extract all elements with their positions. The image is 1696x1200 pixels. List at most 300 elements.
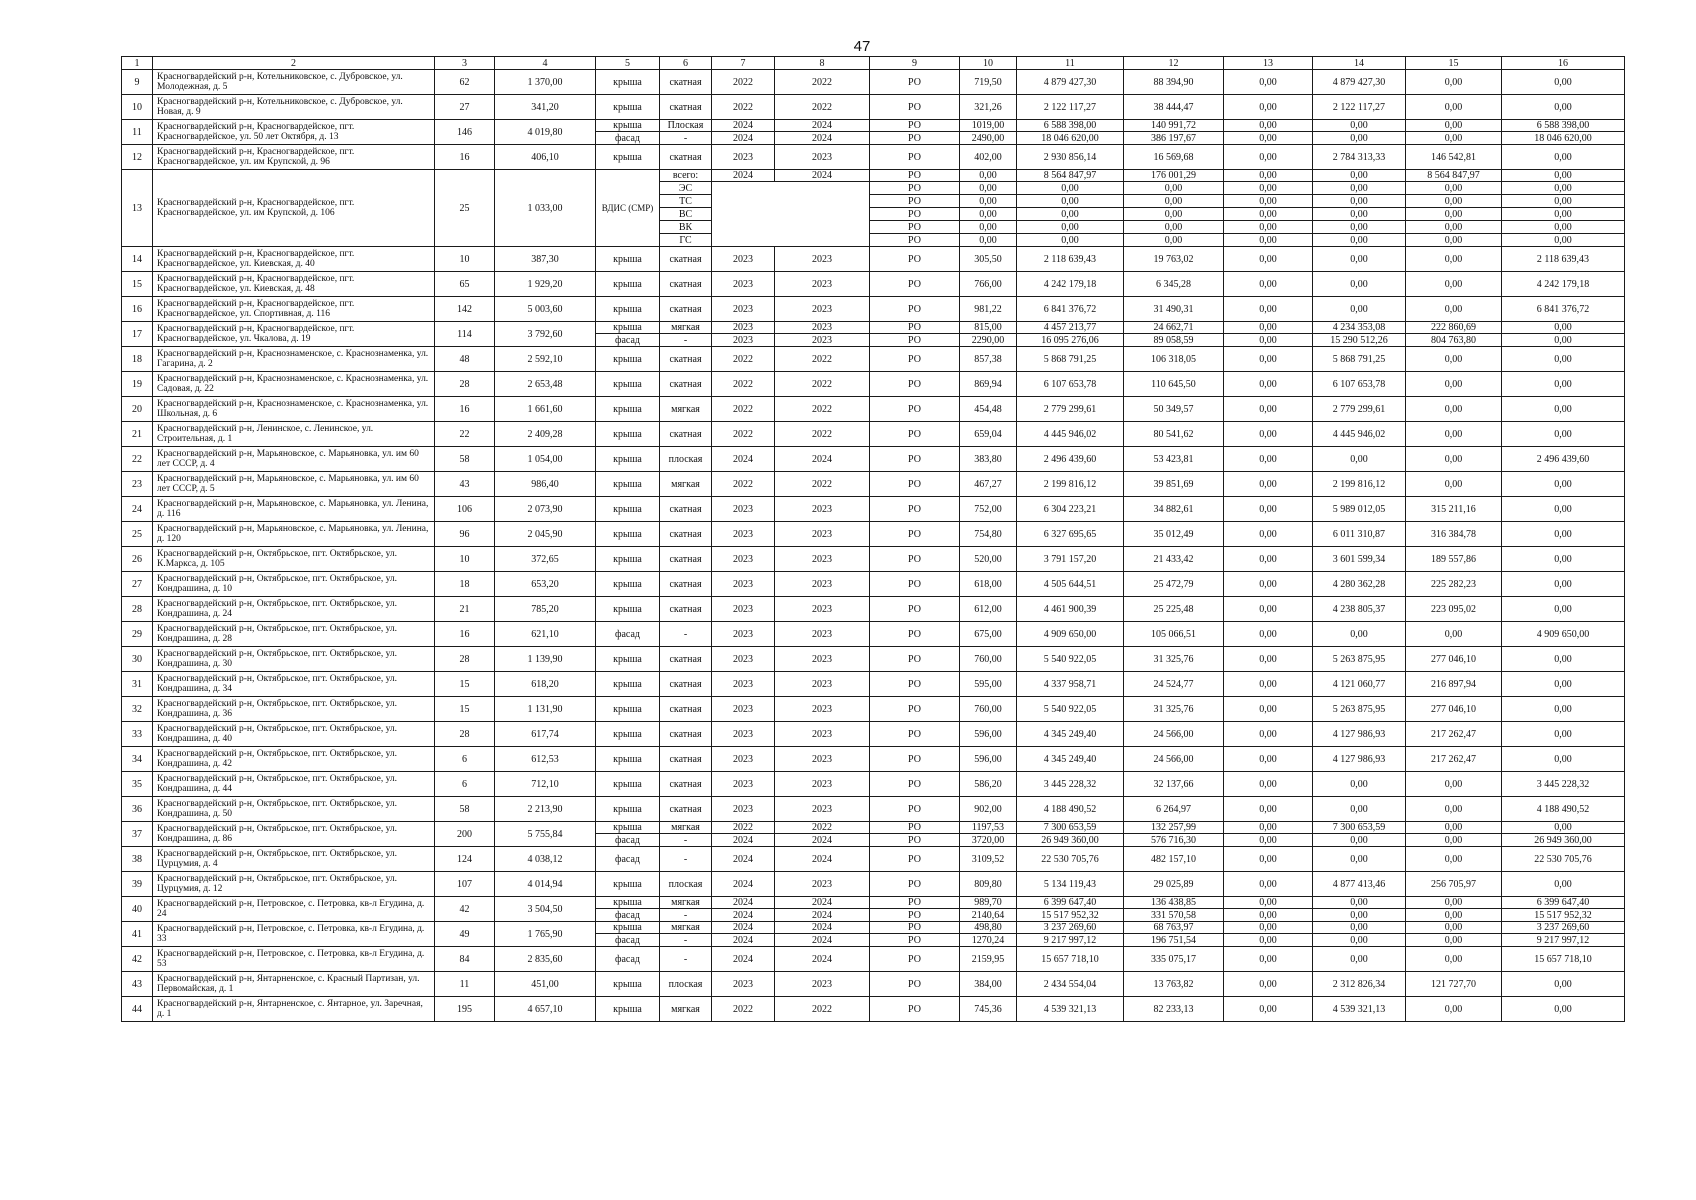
area-cell: 766,00 — [960, 272, 1017, 297]
address-cell: Красногвардейский р-н, Котельниковское, с. Дубровское, ул. Молодежная, д. 5 — [153, 70, 435, 95]
apartments-cell: 200 — [435, 822, 495, 847]
fund-cell: 0,00 — [1502, 397, 1625, 422]
fund-cell: 0,00 — [1224, 909, 1313, 922]
year-cell: 2022 — [712, 372, 775, 397]
work-type-cell: крыша — [596, 722, 660, 747]
year-cell: 2023 — [775, 972, 870, 997]
area-total-cell: 4 014,94 — [495, 872, 596, 897]
year-cell: 2022 — [775, 397, 870, 422]
fund-cell: 0,00 — [1502, 672, 1625, 697]
area-cell: 520,00 — [960, 547, 1017, 572]
row-number: 42 — [122, 947, 153, 972]
row-number: 37 — [122, 822, 153, 847]
area-cell: 384,00 — [960, 972, 1017, 997]
fund-cell: 0,00 — [1224, 672, 1313, 697]
table-row — [122, 697, 1625, 722]
area-total-cell: 372,65 — [495, 547, 596, 572]
fund-cell: 0,00 — [1224, 997, 1313, 1022]
table-row — [122, 472, 1625, 497]
column-header: 9 — [870, 57, 960, 70]
value-cell: 0,00 — [1017, 208, 1124, 221]
apartments-cell: 146 — [435, 120, 495, 145]
fund-cell: 0,00 — [1406, 132, 1502, 145]
material-cell: скатная — [660, 772, 712, 797]
address-cell: Красногвардейский р-н, Красногвардейское, пгт. Красногвардейское, ул. 50 лет Октября, д. 13 — [153, 120, 435, 145]
fund-cell: 4 121 060,77 — [1313, 672, 1406, 697]
work-type-cell: крыша — [596, 572, 660, 597]
apartments-cell: 124 — [435, 847, 495, 872]
material-cell: - — [660, 622, 712, 647]
method-cell: РО — [870, 697, 960, 722]
system-cell: ВК — [660, 221, 712, 234]
year-cell: 2024 — [775, 447, 870, 472]
row-number: 38 — [122, 847, 153, 872]
row-number: 25 — [122, 522, 153, 547]
unit-cost-cell: 32 137,66 — [1124, 772, 1224, 797]
area-total-cell: 451,00 — [495, 972, 596, 997]
table-row — [122, 622, 1625, 647]
fund-cell: 4 909 650,00 — [1502, 622, 1625, 647]
area-total-cell: 2 213,90 — [495, 797, 596, 822]
unit-cost-cell: 482 157,10 — [1124, 847, 1224, 872]
unit-cost-cell: 50 349,57 — [1124, 397, 1224, 422]
year-cell: 2023 — [775, 722, 870, 747]
apartments-cell: 195 — [435, 997, 495, 1022]
area-cell: 596,00 — [960, 747, 1017, 772]
unit-cost-cell: 89 058,59 — [1124, 334, 1224, 347]
work-type-cell: крыша — [596, 997, 660, 1022]
table-row — [122, 997, 1625, 1022]
fund-cell: 6 399 647,40 — [1502, 897, 1625, 909]
area-cell: 719,50 — [960, 70, 1017, 95]
value-cell: РО — [870, 182, 960, 195]
method-cell: РО — [870, 847, 960, 872]
work-type-cell: крыша — [596, 897, 660, 909]
area-cell: 595,00 — [960, 672, 1017, 697]
total-cost-cell: 5 540 922,05 — [1017, 647, 1124, 672]
fund-cell: 0,00 — [1406, 297, 1502, 322]
material-cell: скатная — [660, 597, 712, 622]
apartments-cell: 107 — [435, 872, 495, 897]
fund-cell: 0,00 — [1224, 747, 1313, 772]
value-cell: 0,00 — [960, 208, 1017, 221]
work-type-cell: крыша — [596, 922, 660, 934]
fund-cell: 0,00 — [1406, 922, 1502, 934]
area-total-cell: 653,20 — [495, 572, 596, 597]
fund-cell: 9 217 997,12 — [1502, 934, 1625, 947]
row-number: 15 — [122, 272, 153, 297]
area-total-cell: 4 019,80 — [495, 120, 596, 145]
fund-cell: 0,00 — [1313, 847, 1406, 872]
fund-cell: 0,00 — [1406, 95, 1502, 120]
area-total-cell: 406,10 — [495, 145, 596, 170]
fund-cell: 0,00 — [1313, 247, 1406, 272]
fund-cell: 0,00 — [1313, 772, 1406, 797]
value-cell: 0,00 — [1406, 208, 1502, 221]
fund-cell: 217 262,47 — [1406, 722, 1502, 747]
row-number: 13 — [122, 170, 153, 247]
unit-cost-cell: 105 066,51 — [1124, 622, 1224, 647]
year-cell: 2023 — [712, 497, 775, 522]
fund-cell: 316 384,78 — [1406, 522, 1502, 547]
fund-cell: 0,00 — [1224, 922, 1313, 934]
year-cell: 2023 — [775, 672, 870, 697]
work-type-cell: крыша — [596, 747, 660, 772]
year-cell: 2023 — [775, 572, 870, 597]
address-cell: Красногвардейский р-н, Марьяновское, с. Марьяновка, ул. Ленина, д. 116 — [153, 497, 435, 522]
method-cell: РО — [870, 772, 960, 797]
material-cell: скатная — [660, 647, 712, 672]
area-total-cell: 2 409,28 — [495, 422, 596, 447]
row-number: 28 — [122, 597, 153, 622]
row-number: 18 — [122, 347, 153, 372]
value-cell: 0,00 — [1224, 234, 1313, 247]
fund-cell: 0,00 — [1406, 909, 1502, 922]
apartments-cell: 28 — [435, 647, 495, 672]
fund-cell: 222 860,69 — [1406, 322, 1502, 334]
fund-cell: 0,00 — [1406, 447, 1502, 472]
value-cell: 0,00 — [1124, 221, 1224, 234]
total-cost-cell: 22 530 705,76 — [1017, 847, 1124, 872]
fund-cell: 315 211,16 — [1406, 497, 1502, 522]
table-row — [122, 120, 1625, 132]
table-row — [122, 497, 1625, 522]
total-cost-cell: 6 588 398,00 — [1017, 120, 1124, 132]
fund-cell: 0,00 — [1224, 447, 1313, 472]
table-row — [122, 95, 1625, 120]
fund-cell: 0,00 — [1502, 572, 1625, 597]
table-row — [122, 170, 1625, 182]
apartments-cell: 16 — [435, 145, 495, 170]
material-cell: мягкая — [660, 322, 712, 334]
year-cell: 2023 — [712, 622, 775, 647]
year-cell: 2023 — [712, 522, 775, 547]
fund-cell: 0,00 — [1224, 722, 1313, 747]
year-cell: 2024 — [712, 132, 775, 145]
total-cost-cell: 4 345 249,40 — [1017, 722, 1124, 747]
fund-cell: 0,00 — [1502, 472, 1625, 497]
year-cell: 2024 — [775, 132, 870, 145]
total-cost-cell: 6 304 223,21 — [1017, 497, 1124, 522]
value-cell: 0,00 — [1124, 195, 1224, 208]
work-type-cell: фасад — [596, 834, 660, 847]
column-header: 5 — [596, 57, 660, 70]
material-cell: мягкая — [660, 897, 712, 909]
row-number: 23 — [122, 472, 153, 497]
apartments-cell: 58 — [435, 447, 495, 472]
row-number: 27 — [122, 572, 153, 597]
unit-cost-cell: 576 716,30 — [1124, 834, 1224, 847]
page-number: 47 — [853, 38, 871, 55]
material-cell: скатная — [660, 272, 712, 297]
row-number: 29 — [122, 622, 153, 647]
area-cell: 809,80 — [960, 872, 1017, 897]
fund-cell: 0,00 — [1224, 847, 1313, 872]
fund-cell: 189 557,86 — [1406, 547, 1502, 572]
fund-cell: 0,00 — [1224, 897, 1313, 909]
column-header: 7 — [712, 57, 775, 70]
table-row — [122, 672, 1625, 697]
address-cell: Красногвардейский р-н, Красногвардейское, пгт. Красногвардейское, ул. им Крупской, д. 96 — [153, 145, 435, 170]
fund-cell: 0,00 — [1406, 347, 1502, 372]
value-cell: 0,00 — [1313, 234, 1406, 247]
work-type-cell: ВДИС (СМР) — [596, 170, 660, 247]
address-cell: Красногвардейский р-н, Октябрьское, пгт. Октябрьское, ул. Кондрашина, д. 42 — [153, 747, 435, 772]
address-cell: Красногвардейский р-н, Красногвардейское, пгт. Красногвардейское, ул. Киевская, д. 40 — [153, 247, 435, 272]
fund-cell: 0,00 — [1406, 247, 1502, 272]
method-cell: РО — [870, 822, 960, 834]
fund-cell: 0,00 — [1224, 797, 1313, 822]
area-total-cell: 2 073,90 — [495, 497, 596, 522]
work-type-cell: крыша — [596, 447, 660, 472]
fund-cell: 146 542,81 — [1406, 145, 1502, 170]
total-cost-cell: 4 909 650,00 — [1017, 622, 1124, 647]
table-row — [122, 70, 1625, 95]
year-cell: 2022 — [775, 822, 870, 834]
year-cell: 2024 — [712, 897, 775, 909]
row-number: 12 — [122, 145, 153, 170]
area-total-cell: 3 792,60 — [495, 322, 596, 347]
unit-cost-cell: 24 524,77 — [1124, 672, 1224, 697]
total-cost-cell: 18 046 620,00 — [1017, 132, 1124, 145]
address-cell: Красногвардейский р-н, Краснознаменское, с. Краснознаменка, ул. Школьная, д. 6 — [153, 397, 435, 422]
address-cell: Красногвардейский р-н, Октябрьское, пгт. Октябрьское, ул. Кондрашина, д. 36 — [153, 697, 435, 722]
value-cell: 0,00 — [1313, 195, 1406, 208]
work-type-cell: фасад — [596, 622, 660, 647]
apartments-cell: 16 — [435, 622, 495, 647]
area-cell: 2159,95 — [960, 947, 1017, 972]
fund-cell: 2 779 299,61 — [1313, 397, 1406, 422]
method-cell: РО — [870, 672, 960, 697]
material-cell: скатная — [660, 797, 712, 822]
fund-cell: 26 949 360,00 — [1502, 834, 1625, 847]
year-cell: 2024 — [775, 120, 870, 132]
fund-cell: 0,00 — [1406, 272, 1502, 297]
fund-cell: 804 763,80 — [1406, 334, 1502, 347]
fund-cell: 0,00 — [1406, 120, 1502, 132]
row-number: 39 — [122, 872, 153, 897]
area-cell: 745,36 — [960, 997, 1017, 1022]
fund-cell: 0,00 — [1224, 822, 1313, 834]
fund-cell: 3 445 228,32 — [1502, 772, 1625, 797]
year-cell: 2023 — [775, 772, 870, 797]
table-row — [122, 397, 1625, 422]
area-cell: 857,38 — [960, 347, 1017, 372]
work-type-cell: фасад — [596, 132, 660, 145]
year-cell: 2022 — [775, 372, 870, 397]
work-type-cell: фасад — [596, 847, 660, 872]
method-cell: РО — [870, 834, 960, 847]
material-cell: мягкая — [660, 922, 712, 934]
apartments-cell: 43 — [435, 472, 495, 497]
method-cell: РО — [870, 132, 960, 145]
method-cell: РО — [870, 397, 960, 422]
year-cell: 2024 — [775, 909, 870, 922]
fund-cell: 4 879 427,30 — [1313, 70, 1406, 95]
fund-cell: 5 263 875,95 — [1313, 697, 1406, 722]
value-cell: РО — [870, 208, 960, 221]
value-cell: 0,00 — [1017, 182, 1124, 195]
fund-cell: 0,00 — [1313, 947, 1406, 972]
unit-cost-cell: 196 751,54 — [1124, 934, 1224, 947]
material-cell: - — [660, 909, 712, 922]
row-number: 20 — [122, 397, 153, 422]
area-cell: 752,00 — [960, 497, 1017, 522]
row-number: 44 — [122, 997, 153, 1022]
year-cell: 2023 — [712, 647, 775, 672]
address-cell: Красногвардейский р-н, Октябрьское, пгт. Октябрьское, ул. Цурцумия, д. 4 — [153, 847, 435, 872]
fund-cell: 0,00 — [1224, 372, 1313, 397]
area-total-cell: 1 033,00 — [495, 170, 596, 247]
year-cell: 2023 — [775, 547, 870, 572]
fund-cell: 4 539 321,13 — [1313, 997, 1406, 1022]
total-cost-cell: 4 345 249,40 — [1017, 747, 1124, 772]
value-cell: 0,00 — [1313, 208, 1406, 221]
work-type-cell: крыша — [596, 70, 660, 95]
material-cell: мягкая — [660, 822, 712, 834]
method-cell: РО — [870, 972, 960, 997]
material-cell: всего: — [660, 170, 712, 182]
fund-cell: 0,00 — [1502, 372, 1625, 397]
total-cost-cell: 4 457 213,77 — [1017, 322, 1124, 334]
method-cell: РО — [870, 70, 960, 95]
column-header: 11 — [1017, 57, 1124, 70]
material-cell: скатная — [660, 70, 712, 95]
area-cell: 618,00 — [960, 572, 1017, 597]
fund-cell: 0,00 — [1313, 447, 1406, 472]
material-cell: скатная — [660, 297, 712, 322]
fund-cell: 0,00 — [1502, 547, 1625, 572]
unit-cost-cell: 136 438,85 — [1124, 897, 1224, 909]
work-type-cell: крыша — [596, 697, 660, 722]
fund-cell: 0,00 — [1224, 772, 1313, 797]
table-row — [122, 647, 1625, 672]
fund-cell: 2 784 313,33 — [1313, 145, 1406, 170]
material-cell: скатная — [660, 247, 712, 272]
fund-cell: 0,00 — [1224, 397, 1313, 422]
material-cell: скатная — [660, 747, 712, 772]
year-cell: 2023 — [712, 247, 775, 272]
fund-cell: 0,00 — [1313, 897, 1406, 909]
year-cell: 2023 — [775, 747, 870, 772]
row-number: 43 — [122, 972, 153, 997]
area-total-cell: 1 370,00 — [495, 70, 596, 95]
fund-cell: 0,00 — [1224, 572, 1313, 597]
fund-cell: 0,00 — [1502, 422, 1625, 447]
row-number: 41 — [122, 922, 153, 947]
apartments-cell: 10 — [435, 247, 495, 272]
unit-cost-cell: 24 566,00 — [1124, 722, 1224, 747]
material-cell: - — [660, 947, 712, 972]
unit-cost-cell: 53 423,81 — [1124, 447, 1224, 472]
area-cell: 305,50 — [960, 247, 1017, 272]
year-cell: 2024 — [712, 872, 775, 897]
year-cell: 2023 — [712, 145, 775, 170]
area-cell: 902,00 — [960, 797, 1017, 822]
area-cell: 869,94 — [960, 372, 1017, 397]
total-cost-cell: 3 445 228,32 — [1017, 772, 1124, 797]
fund-cell: 0,00 — [1502, 322, 1625, 334]
column-header: 4 — [495, 57, 596, 70]
year-cell: 2024 — [775, 947, 870, 972]
area-cell: 612,00 — [960, 597, 1017, 622]
method-cell: РО — [870, 597, 960, 622]
row-number: 22 — [122, 447, 153, 472]
area-cell: 321,26 — [960, 95, 1017, 120]
unit-cost-cell: 25 225,48 — [1124, 597, 1224, 622]
year-cell: 2022 — [712, 822, 775, 834]
fund-cell: 0,00 — [1406, 472, 1502, 497]
value-cell: 0,00 — [1224, 182, 1313, 195]
fund-cell: 0,00 — [1224, 497, 1313, 522]
value-cell: 0,00 — [1406, 234, 1502, 247]
material-cell: мягкая — [660, 997, 712, 1022]
address-cell: Красногвардейский р-н, Янтарненское, с. Янтарное, ул. Заречная, д. 1 — [153, 997, 435, 1022]
table-row — [122, 547, 1625, 572]
total-cost-cell: 5 868 791,25 — [1017, 347, 1124, 372]
fund-cell: 0,00 — [1406, 822, 1502, 834]
unit-cost-cell: 176 001,29 — [1124, 170, 1224, 182]
apartments-cell: 25 — [435, 170, 495, 247]
address-cell: Красногвардейский р-н, Октябрьское, пгт. Октябрьское, ул. Кондрашина, д. 30 — [153, 647, 435, 672]
value-cell: РО — [870, 195, 960, 208]
fund-cell: 4 877 413,46 — [1313, 872, 1406, 897]
material-cell: скатная — [660, 722, 712, 747]
year-cell: 2023 — [712, 334, 775, 347]
unit-cost-cell: 24 566,00 — [1124, 747, 1224, 772]
apartments-cell: 48 — [435, 347, 495, 372]
fund-cell: 4 188 490,52 — [1502, 797, 1625, 822]
method-cell: РО — [870, 334, 960, 347]
column-header: 2 — [153, 57, 435, 70]
value-cell: РО — [870, 234, 960, 247]
unit-cost-cell: 29 025,89 — [1124, 872, 1224, 897]
fund-cell: 18 046 620,00 — [1502, 132, 1625, 145]
apartments-cell: 22 — [435, 422, 495, 447]
system-cell: ВС — [660, 208, 712, 221]
area-total-cell: 5 755,84 — [495, 822, 596, 847]
total-cost-cell: 8 564 847,97 — [1017, 170, 1124, 182]
apartments-cell: 96 — [435, 522, 495, 547]
fund-cell: 0,00 — [1406, 797, 1502, 822]
work-type-cell: крыша — [596, 597, 660, 622]
year-cell: 2023 — [775, 522, 870, 547]
year-cell: 2022 — [712, 997, 775, 1022]
address-cell: Красногвардейский р-н, Октябрьское, пгт. Октябрьское, ул. Кондрашина, д. 50 — [153, 797, 435, 822]
fund-cell: 0,00 — [1224, 697, 1313, 722]
address-cell: Красногвардейский р-н, Красногвардейское, пгт. Красногвардейское, ул. Спортивная, д. 116 — [153, 297, 435, 322]
fund-cell: 0,00 — [1313, 934, 1406, 947]
area-total-cell: 617,74 — [495, 722, 596, 747]
apartments-cell: 106 — [435, 497, 495, 522]
fund-cell: 0,00 — [1224, 272, 1313, 297]
area-total-cell: 1 929,20 — [495, 272, 596, 297]
year-cell: 2023 — [775, 797, 870, 822]
fund-cell: 4 242 179,18 — [1502, 272, 1625, 297]
fund-cell: 4 127 986,93 — [1313, 722, 1406, 747]
total-cost-cell: 4 188 490,52 — [1017, 797, 1124, 822]
address-cell: Красногвардейский р-н, Марьяновское, с. Марьяновка, ул. им 60 лет СССР, д. 4 — [153, 447, 435, 472]
fund-cell: 121 727,70 — [1406, 972, 1502, 997]
fund-cell: 216 897,94 — [1406, 672, 1502, 697]
total-cost-cell: 4 445 946,02 — [1017, 422, 1124, 447]
fund-cell: 0,00 — [1313, 170, 1406, 182]
apartments-cell: 114 — [435, 322, 495, 347]
area-cell: 0,00 — [960, 170, 1017, 182]
area-cell: 498,80 — [960, 922, 1017, 934]
fund-cell: 2 312 826,34 — [1313, 972, 1406, 997]
area-cell: 675,00 — [960, 622, 1017, 647]
